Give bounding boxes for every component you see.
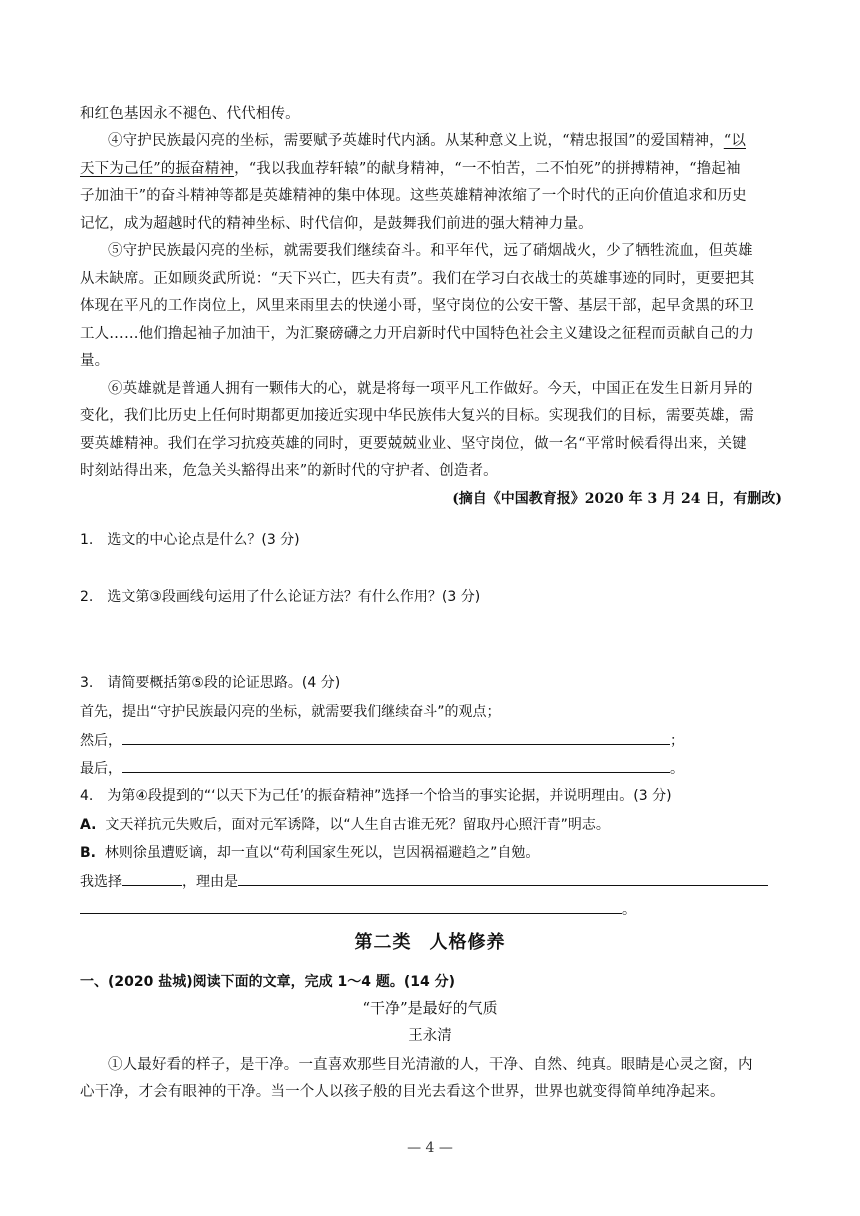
source-citation: (摘自《中国教育报》2020 年 3 月 24 日，有删改) bbox=[452, 491, 782, 507]
paragraph-5-line-1: ⑤守护民族最闪亮的坐标，就需要我们继续奋斗。和平年代，远了硝烟战火，少了牺牲流血，但英雄 bbox=[108, 243, 753, 259]
article-title: “干净”是最好的气质 bbox=[362, 999, 498, 1017]
paragraph-3-tail: 和红色基因永不褪色、代代相传。 bbox=[80, 106, 300, 122]
paragraph-6-line-4: 时刻站得出来，危急关头豁得出来”的新时代的守护者、创造者。 bbox=[80, 463, 498, 479]
paragraph-5-line-4: 工人……他们撸起袖子加油干，为汇聚磅礴之力开启新时代中国特色社会主义建设之征程而贡献自己的力 bbox=[80, 326, 754, 342]
paragraph-6-line-3: 要英雄精神。我们在学习抗疫英雄的同时，更要兢兢业业、坚守岗位，做一名“平常时候看得出来，关键 bbox=[80, 436, 747, 452]
paragraph-6-line-2: 变化，我们比历史上任何时期都更加接近实现中华民族伟大复兴的目标。实现我们的目标，需要英雄，需 bbox=[80, 408, 754, 424]
option-b: B. 林则徐虽遭贬谪，却一直以“苟利国家生死以，岂因祸福避趋之”自勉。 bbox=[80, 845, 540, 861]
paragraph-4-line-2: 天下为己任”的振奋精神，“我以我血荐轩辕”的献身精神，“一不怕苦，二不怕死”的拼搏精神，“撸起袖 bbox=[80, 161, 741, 177]
question-3-last-line: 最后， 。 bbox=[80, 758, 684, 779]
answer-blank-then[interactable] bbox=[122, 730, 670, 745]
paragraph-5-line-5: 量。 bbox=[80, 353, 110, 369]
question-4-answer-line: 我选择 ，理由是 bbox=[80, 871, 768, 892]
underlined-sentence-start: “以 bbox=[723, 133, 746, 149]
underlined-sentence-end: 天下为己任”的振奋精神 bbox=[80, 161, 235, 177]
article2-paragraph-1-line-2: 心干净，才会有眼神的干净。当一个人以孩子般的目光去看这个世界，世界也就变得简单纯净起来。 bbox=[80, 1084, 725, 1100]
answer-blank-reason[interactable] bbox=[238, 871, 768, 886]
question-3: 3. 请简要概括第⑤段的论证思路。(4 分) bbox=[80, 675, 341, 691]
option-a: A. 文天祥抗元失败后，面对元军诱降，以“人生自古谁无死？留取丹心照汗青”明志。 bbox=[80, 817, 610, 833]
article2-paragraph-1-line-1: ①人最好看的样子，是干净。一直喜欢那些目光清澈的人，干净、自然、纯真。眼睛是心灵之窗，内 bbox=[108, 1057, 753, 1073]
paragraph-5-line-3: 体现在平凡的工作岗位上，风里来雨里去的快递小哥，坚守岗位的公安干警、基层干部，起早贪黑的环卫 bbox=[80, 298, 754, 314]
paragraph-6-line-1: ⑥英雄就是普通人拥有一颗伟大的心，就是将每一项平凡工作做好。今天，中国正在发生日新月异的 bbox=[108, 381, 753, 397]
question-4-answer-line-2: 。 bbox=[80, 899, 636, 920]
question-3-then-line: 然后， ； bbox=[80, 730, 684, 751]
article-author: 王永清 bbox=[408, 1028, 452, 1044]
answer-blank-choice[interactable] bbox=[122, 871, 182, 886]
section-heading: 第二类 人格修养 bbox=[354, 932, 506, 953]
section-task: 一、(2020 盐城)阅读下面的文章，完成 1～4 题。(14 分) bbox=[80, 974, 456, 990]
paragraph-4-line-3: 子加油干”的奋斗精神等都是英雄精神的集中体现。这些英雄精神浓缩了一个时代的正向价值追求和历史 bbox=[80, 188, 747, 204]
paragraph-4-line-1: ④守护民族最闪亮的坐标，需要赋予英雄时代内涵。从某种意义上说，“精忠报国”的爱国精神，“以 bbox=[108, 133, 746, 149]
paragraph-4-line-4: 记忆，成为超越时代的精神坐标、时代信仰，是鼓舞我们前进的强大精神力量。 bbox=[80, 216, 593, 232]
question-1: 1. 选文的中心论点是什么？(3 分) bbox=[80, 532, 300, 548]
answer-blank-reason-continued[interactable] bbox=[80, 899, 622, 914]
page-number: — 4 — bbox=[407, 1140, 453, 1156]
paragraph-5-line-2: 从未缺席。正如顾炎武所说：“天下兴亡，匹夫有责”。我们在学习白衣战士的英雄事迹的同时，更要把其 bbox=[80, 271, 755, 287]
question-2: 2. 选文第③段画线句运用了什么论证方法？有什么作用？(3 分) bbox=[80, 589, 481, 605]
question-3-first-step: 首先，提出“守护民族最闪亮的坐标，就需要我们继续奋斗”的观点； bbox=[80, 704, 501, 720]
question-4: 4. 为第④段提到的“‘以天下为己任’的振奋精神”选择一个恰当的事实论据，并说明理由。(3 分) bbox=[80, 788, 672, 804]
answer-blank-last[interactable] bbox=[122, 758, 670, 773]
